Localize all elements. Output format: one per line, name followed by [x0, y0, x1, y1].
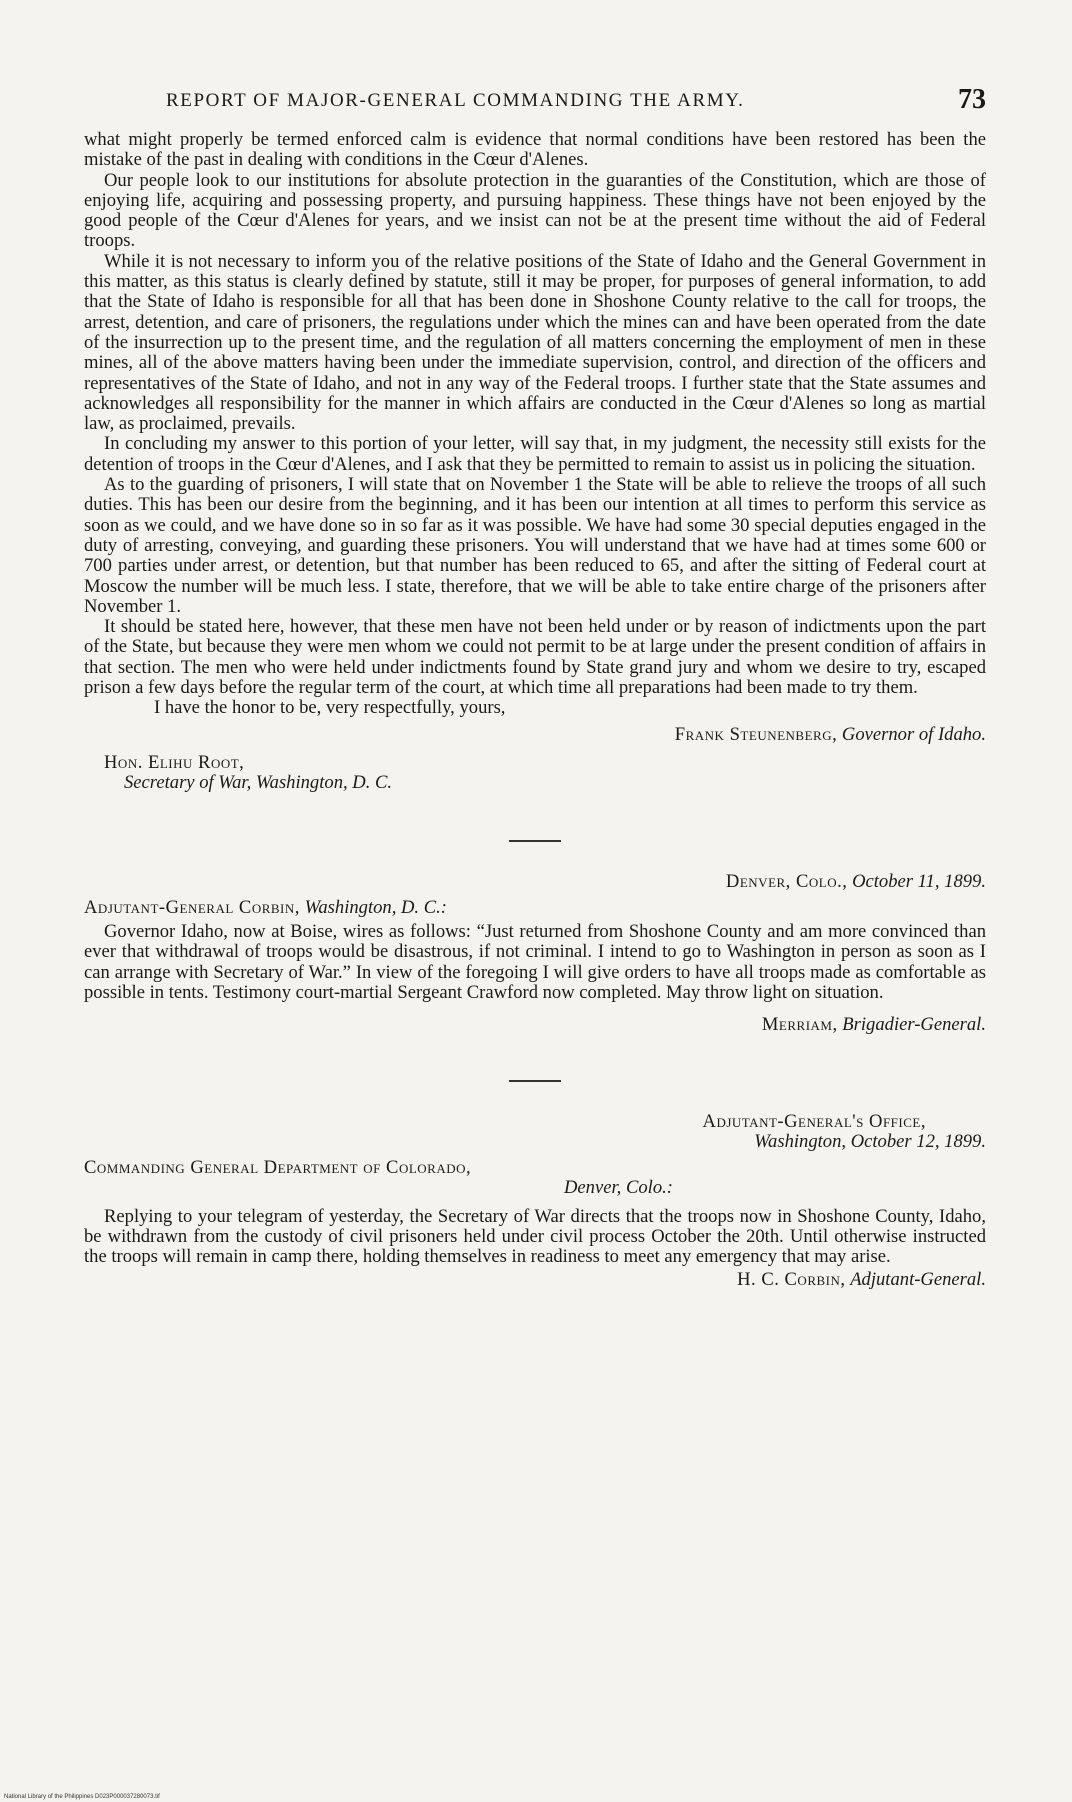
paragraph: In concluding my answer to this portion of your letter, will say that, in my judgment, the necessity still exists for the detention of troops in the Cœur d'Alenes, and I ask that they be permitted to remain to assist us in policing the situation.	[84, 433, 986, 475]
dateline-place: Denver, Colo.,	[725, 870, 848, 892]
signature	[84, 725, 986, 745]
signature-title: Governor of Idaho.	[841, 723, 986, 745]
addressee-title: Secretary of War, Washington, D. C.	[124, 772, 393, 794]
section-divider	[509, 1080, 561, 1082]
signature	[84, 1015, 986, 1035]
paragraph: As to the guarding of prisoners, I will state that on November 1 the State will be able to relieve the troops of all such duties. This has been our desire from the beginning, and it has been our intention at all times to perform this service as soon as we could, and we have done so in so far as it was possible. We have had some 30 special deputies engaged in the duty of arresting, conveying, and guarding these prisoners. You will understand that we have had at times some 600 or 700 parties under arrest, or detention, but that number has been reduced to 65, and after the sitting of Federal court at Moscow the number will be much less. I state, therefore, that we will be able to take entire charge of the prisoners after November 1.	[84, 474, 986, 617]
page-number: 73	[958, 84, 986, 115]
paragraph: what might properly be termed enforced calm is evidence that normal conditions have been restored has been the mistake of the past in dealing with conditions in the Cœur d'Alenes.	[84, 129, 986, 171]
telegram-merriam	[84, 872, 986, 1036]
page-header	[84, 84, 986, 124]
telegram-corbin	[84, 1112, 986, 1290]
addressee-name: Commanding General Department of Colorado,	[84, 1157, 472, 1179]
telegram-body: Governor Idaho, now at Boise, wires as follows: “Just returned from Shoshone County and am more convinced than ever that withdrawal of troops would be disastrous, if not criminal. I intend to go to Washington in person as soon as I can arrange with Secretary of War.” In view of the foregoing I will give orders to have all troops made as comfortable as possible in tents. Testimony court-martial Sergeant Crawford now completed. May throw light on situation.	[84, 921, 986, 1003]
paragraph: I have the honor to be, very respectfully, yours,	[154, 697, 506, 719]
dateline	[84, 872, 986, 892]
addressee	[84, 753, 986, 773]
dateline-date: October 11, 1899.	[852, 870, 986, 892]
addressee-place: Denver, Colo.:	[564, 1177, 673, 1199]
signature-title: Adjutant-General.	[850, 1268, 986, 1290]
document-page	[84, 84, 986, 1290]
addressee-name: Adjutant-General Corbin,	[84, 896, 300, 918]
paragraph: Our people look to our institutions for absolute protection in the guaranties of the Constitution, which are those of enjoying life, acquiring and possessing property, and pursuing happiness. These things have not been enjoyed by the good people of the Cœur d'Alenes for years, and we insist can not be at the present time without the aid of Federal troops.	[84, 169, 986, 252]
office-name: Adjutant-General's Office,	[702, 1110, 926, 1132]
addressee-place: Washington, D. C.:	[304, 896, 447, 918]
signature-name: Merriam,	[761, 1014, 838, 1036]
signature-name: Frank Steunenberg,	[674, 723, 838, 745]
office-line	[84, 1112, 986, 1132]
signature-name: H. C. Corbin,	[737, 1268, 846, 1290]
office-place-date: Washington, October 12, 1899.	[754, 1130, 986, 1152]
paragraph: It should be stated here, however, that these men have not been held under or by reason of indictments upon the part of the State, but because they were men whom we could not permit to be at large under the present condition of affairs in that section. The men who were held under indictments found by State grand jury and whom we desire to try, escaped prison a few days before the regular term of the court, at which time all preparations had been made to try them.	[84, 616, 986, 699]
signature-title: Brigadier-General.	[842, 1014, 986, 1036]
addressee	[84, 898, 986, 918]
addressee	[84, 1158, 986, 1178]
letter-governor-idaho	[84, 130, 986, 794]
section-divider	[509, 840, 561, 842]
signature	[84, 1270, 986, 1290]
running-head: REPORT OF MAJOR-GENERAL COMMANDING THE ARMY.	[166, 90, 745, 111]
paragraph: While it is not necessary to inform you of the relative positions of the State of Idaho and the General Government in this matter, as this status is clearly defined by statute, still it may be proper, for purposes of general information, to add that the State of Idaho is responsible for all that has been done in Shoshone County relative to the call for troops, the arrest, detention, and care of prisoners, the regulations under which the mines can and have been operated from the date of the insurrection up to the present time, and the regulation of all matters concerning the employment of men in these mines, all of the above matters having been under the immediate supervision, control, and direction of the officers and representatives of the State of Idaho, and not in any way of the Federal troops. I further state that the State assumes and acknowledges all responsibility for the manner in which affairs are conducted in the Cœur d'Alenes so long as martial law, as proclaimed, prevails.	[84, 250, 986, 435]
telegram-body: Replying to your telegram of yesterday, the Secretary of War directs that the troops now in Shoshone County, Idaho, be withdrawn from the custody of civil prisoners held under civil process October the 20th. Until otherwise instructed the troops will remain in camp there, holding themselves in readiness to meet any emergency that may arise.	[84, 1205, 986, 1268]
addressee-name: Hon. Elihu Root,	[104, 751, 245, 773]
scan-footer-note: National Library of the Philippines D023P000037280073.tif	[4, 1794, 160, 1800]
